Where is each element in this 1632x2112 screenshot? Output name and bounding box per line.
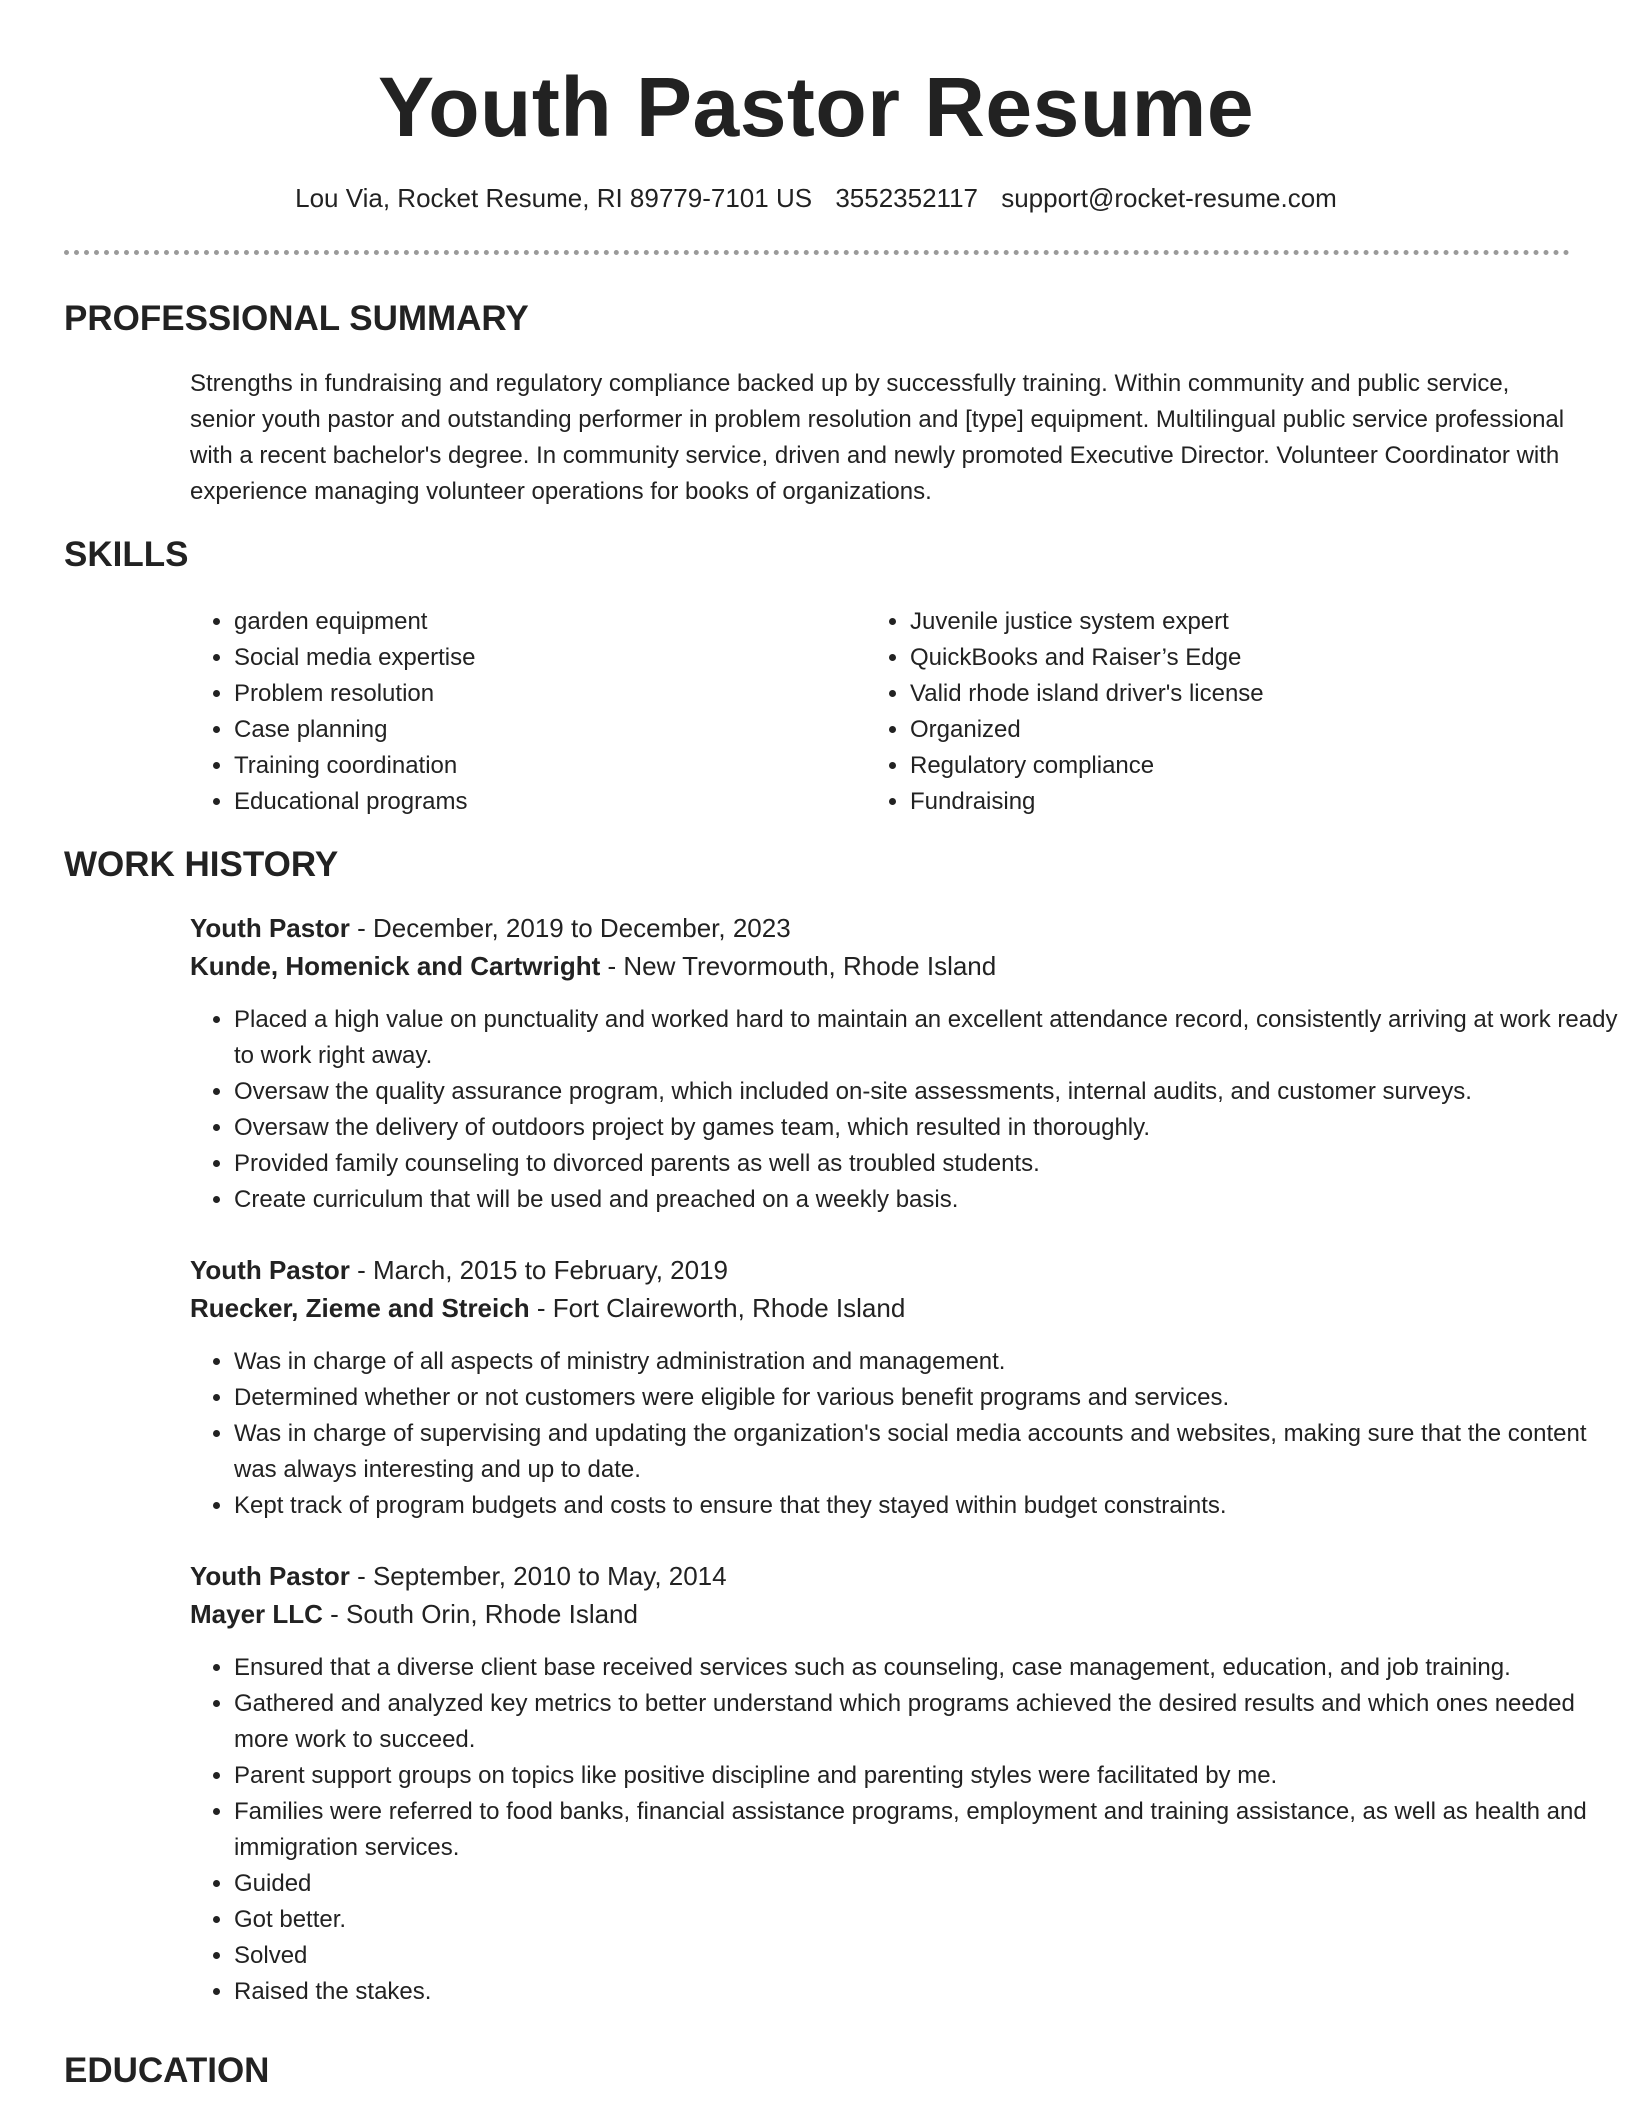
summary-heading: PROFESSIONAL SUMMARY (64, 299, 529, 338)
skill-item: • Organized (910, 712, 1550, 748)
job-title: Youth Pastor (190, 1561, 350, 1591)
list-item: • Was in charge of all aspects of ministry administration and management. (234, 1344, 1619, 1380)
list-item: • Raised the stakes. (234, 1974, 1619, 2010)
job-company-line (190, 948, 996, 984)
list-item: • Got better. (234, 1902, 1619, 1938)
contact-address: Lou Via, Rocket Resume, RI 89779-7101 US (295, 183, 813, 213)
list-item: • Provided family counseling to divorced parents as well as troubled students. (234, 1146, 1619, 1182)
resume-title: Youth Pastor Resume (377, 60, 1255, 154)
skill-item: • Training coordination (234, 748, 874, 784)
job-dates: - December, 2019 to December, 2023 (349, 913, 791, 943)
skills-heading: SKILLS (64, 535, 189, 574)
skill-item: • Regulatory compliance (910, 748, 1550, 784)
job-company-line (190, 1290, 905, 1326)
job-dates: - September, 2010 to May, 2014 (349, 1561, 727, 1591)
job-company: Ruecker, Zieme and Streich (190, 1293, 530, 1323)
job-bullets (190, 1002, 1619, 1218)
list-item: • Gathered and analyzed key metrics to better understand which programs achieved the desired results and which ones needed more work to succeed. (234, 1686, 1619, 1758)
skill-item: • Problem resolution (234, 676, 874, 712)
work-history-heading: WORK HISTORY (64, 845, 339, 884)
job-title-line (190, 1252, 728, 1288)
list-item: • Solved (234, 1938, 1619, 1974)
job-bullets (190, 1344, 1619, 1524)
skill-item: • Case planning (234, 712, 874, 748)
skill-item: • garden equipment (234, 604, 874, 640)
contact-phone: 3552352117 (835, 183, 978, 213)
header-divider (64, 250, 1570, 255)
job-title: Youth Pastor (190, 1255, 350, 1285)
job-location: - New Trevormouth, Rhode Island (600, 951, 997, 981)
skill-item: • Social media expertise (234, 640, 874, 676)
list-item: • Was in charge of supervising and updating the organization's social media accounts and websites, making sure that the content was always interesting and up to date. (234, 1416, 1619, 1488)
job-company: Mayer LLC (190, 1599, 323, 1629)
list-item: • Kept track of program budgets and costs to ensure that they stayed within budget constraints. (234, 1488, 1619, 1524)
skills-list-left (190, 604, 874, 820)
skill-item: • Educational programs (234, 784, 874, 820)
job-location: - Fort Claireworth, Rhode Island (529, 1293, 906, 1323)
list-item: • Determined whether or not customers were eligible for various benefit programs and services. (234, 1380, 1619, 1416)
contact-line (0, 180, 1632, 216)
job-company-line (190, 1596, 638, 1632)
job-dates: - March, 2015 to February, 2019 (349, 1255, 729, 1285)
skill-item: • QuickBooks and Raiser’s Edge (910, 640, 1550, 676)
job-company: Kunde, Homenick and Cartwright (190, 951, 601, 981)
skill-item: • Valid rhode island driver's license (910, 676, 1550, 712)
list-item: • Oversaw the quality assurance program, which included on-site assessments, internal audits, and customer surveys. (234, 1074, 1619, 1110)
list-item: • Placed a high value on punctuality and worked hard to maintain an excellent attendance record, consistently arriving at work ready to work right away. (234, 1002, 1619, 1074)
job-bullets (190, 1650, 1619, 2010)
skill-item: • Fundraising (910, 784, 1550, 820)
contact-email: support@rocket-resume.com (1001, 183, 1337, 213)
job-title: Youth Pastor (190, 913, 350, 943)
job-location: - South Orin, Rhode Island (322, 1599, 638, 1629)
list-item: • Parent support groups on topics like positive discipline and parenting styles were facilitated by me. (234, 1758, 1619, 1794)
list-item: • Ensured that a diverse client base received services such as counseling, case management, education, and job training. (234, 1650, 1619, 1686)
list-item: • Create curriculum that will be used and preached on a weekly basis. (234, 1182, 1619, 1218)
list-item: • Oversaw the delivery of outdoors project by games team, which resulted in thoroughly. (234, 1110, 1619, 1146)
job-title-line (190, 1558, 727, 1594)
skill-item: • Juvenile justice system expert (910, 604, 1550, 640)
summary-text: Strengths in fundraising and regulatory compliance backed up by successfully training. Within community and public service, senior youth pastor and outstanding performer in problem resolution and [type] equipment. Multilingual public service professional with a recent bachelor's degree. In community service, driven and newly promoted Executive Director. Volunteer Coordinator with experience managing volunteer operations for books of organizations. (190, 370, 1565, 505)
education-heading: EDUCATION (64, 2051, 270, 2090)
skills-list-right (866, 604, 1550, 820)
job-title-line (190, 910, 791, 946)
list-item: • Families were referred to food banks, financial assistance programs, employment and training assistance, as well as health and immigration services. (234, 1794, 1619, 1866)
list-item: • Guided (234, 1866, 1619, 1902)
